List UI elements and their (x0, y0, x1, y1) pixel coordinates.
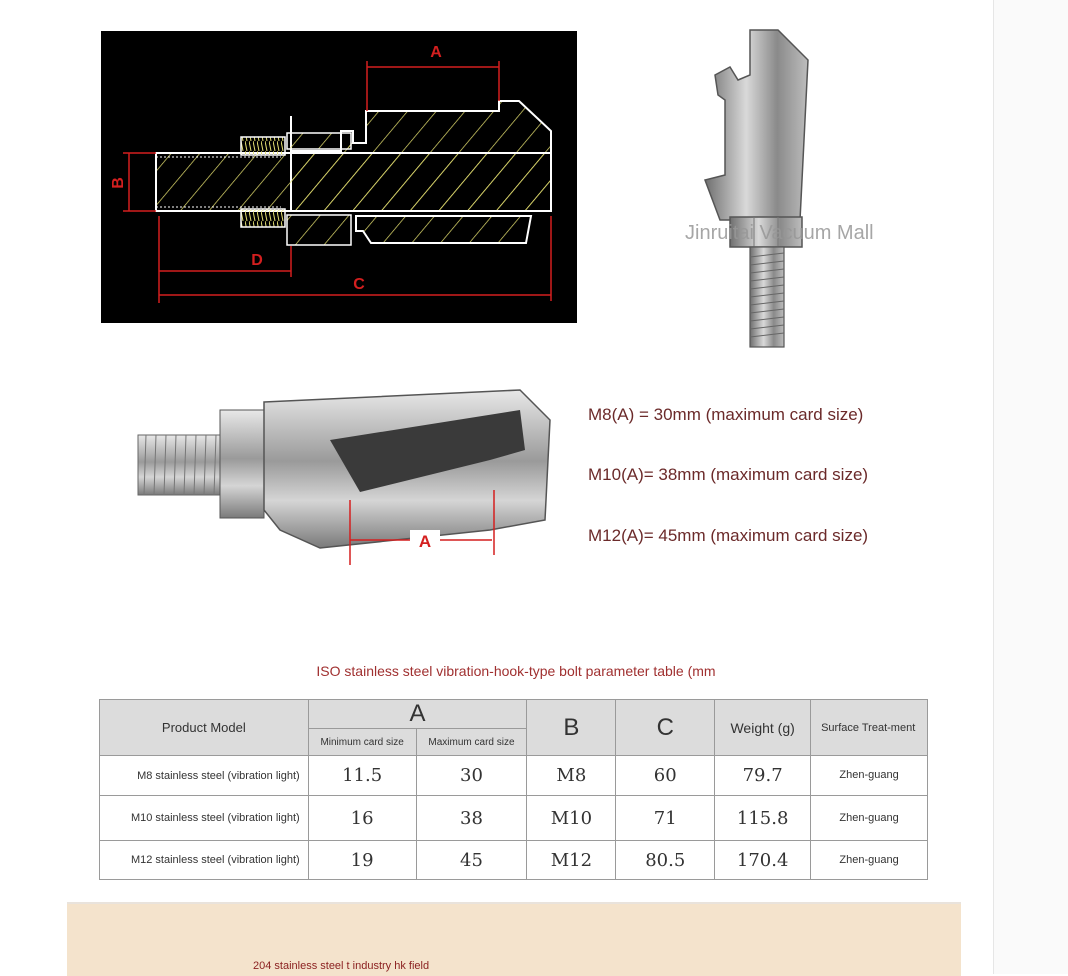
header-c: C (616, 700, 715, 756)
cell-a-max: 30 (416, 756, 527, 796)
header-surface-treatment: Surface Treat-ment (811, 700, 928, 756)
table-title: ISO stainless steel vibration-hook-type bolt parameter table (mm (316, 663, 716, 679)
header-product-model: Product Model (100, 700, 309, 756)
page-gutter (994, 0, 1068, 974)
header-b: B (527, 700, 616, 756)
cell-model: M8 stainless steel (vibration light) (100, 756, 309, 796)
photo-dim-label-a: A (418, 532, 432, 551)
bolt-photo-vertical (650, 5, 910, 385)
bottom-caption: 204 stainless steel t industry hk field (253, 960, 430, 972)
header-weight: Weight (g) (715, 700, 811, 756)
cell-a-min: 11.5 (308, 756, 416, 796)
header-a-min: Minimum card size (308, 729, 416, 756)
table-row (100, 756, 928, 796)
dim-label-c: C (353, 276, 365, 293)
cross-section-diagram (101, 31, 577, 323)
cell-model: M12 stainless steel (vibration light) (100, 841, 309, 880)
parameter-table (99, 699, 928, 880)
cell-a-min: 19 (308, 841, 416, 880)
spec-m10: M10(A)= 38mm (maximum card size) (588, 465, 869, 484)
cell-c: 80.5 (616, 841, 715, 880)
cell-model: M10 stainless steel (vibration light) (100, 796, 309, 841)
cell-weight: 170.4 (715, 841, 811, 880)
dim-label-d: D (251, 252, 263, 269)
bolt-photo-horizontal (130, 380, 560, 575)
cell-a-max: 38 (416, 796, 527, 841)
cell-a-max: 45 (416, 841, 527, 880)
cell-weight: 79.7 (715, 756, 811, 796)
cell-b: M8 (527, 756, 616, 796)
cell-surface: Zhen-guang (811, 841, 928, 880)
cell-c: 71 (616, 796, 715, 841)
cell-b: M12 (527, 841, 616, 880)
table-row (100, 841, 928, 880)
cell-b: M10 (527, 796, 616, 841)
table-row (100, 796, 928, 841)
spec-m12: M12(A)= 45mm (maximum card size) (588, 526, 869, 545)
bottom-banner (67, 902, 961, 976)
cell-weight: 115.8 (715, 796, 811, 841)
cell-surface: Zhen-guang (811, 796, 928, 841)
header-a: A (308, 700, 527, 729)
cell-a-min: 16 (308, 796, 416, 841)
cell-c: 60 (616, 756, 715, 796)
watermark-text: Jinruitai Vacuum Mall (685, 222, 874, 244)
cell-surface: Zhen-guang (811, 756, 928, 796)
spec-m8: M8(A) = 30mm (maximum card size) (588, 405, 864, 424)
dim-label-a: A (430, 44, 442, 61)
header-a-max: Maximum card size (416, 729, 527, 756)
dim-label-b: B (110, 177, 127, 189)
